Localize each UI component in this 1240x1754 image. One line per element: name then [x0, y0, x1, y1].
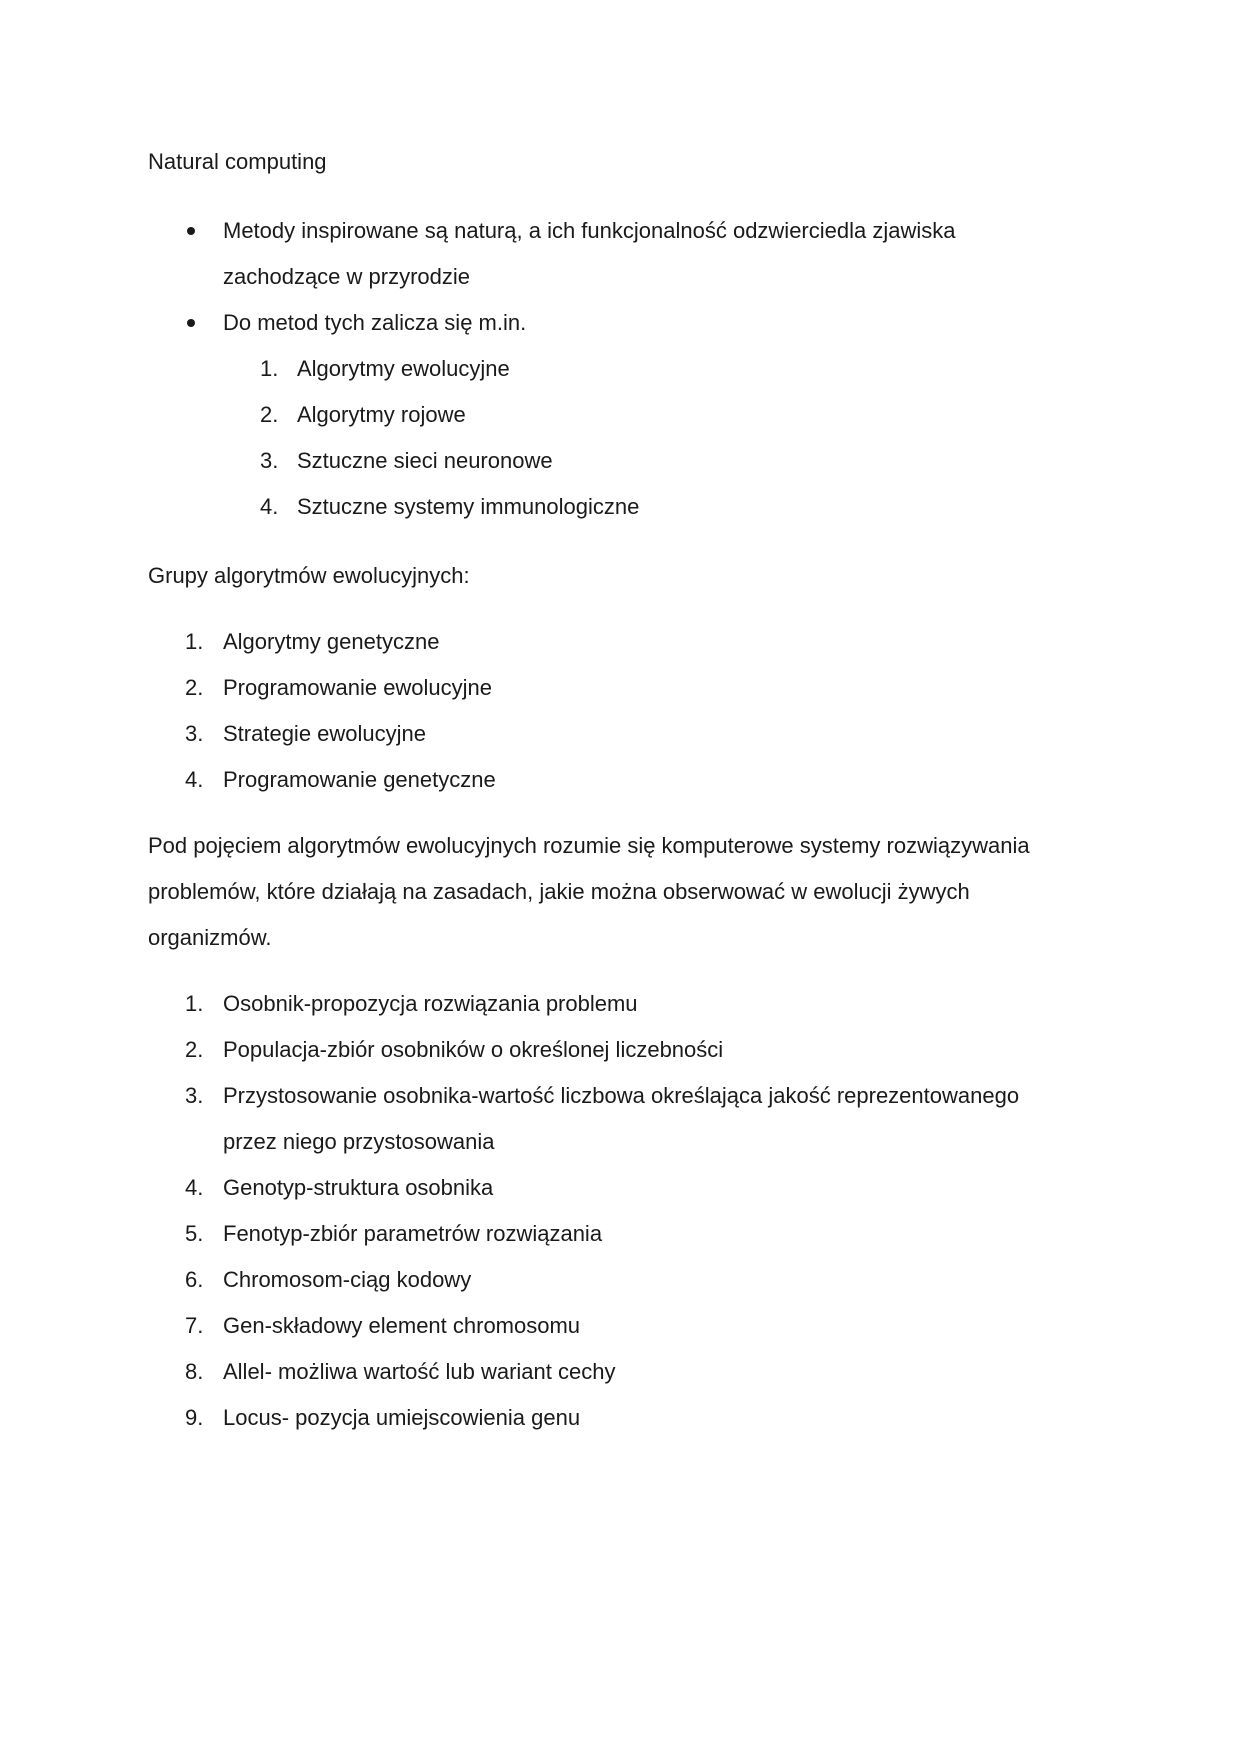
- list-number: 4.: [185, 767, 204, 792]
- list-item: Populacja-zbiór osobników o określonej liczebności: [223, 1037, 724, 1062]
- section-heading: Grupy algorytmów ewolucyjnych:: [148, 563, 470, 588]
- list-number: 2.: [185, 1037, 204, 1062]
- list-item: Locus- pozycja umiejscowienia genu: [223, 1405, 581, 1430]
- list-item: Gen-składowy element chromosomu: [223, 1313, 581, 1338]
- list-number: 5.: [185, 1221, 204, 1246]
- list-number: 3.: [185, 1083, 204, 1108]
- bullet-icon: [187, 227, 195, 235]
- list-item: Strategie ewolucyjne: [223, 721, 427, 746]
- list-item: Programowanie ewolucyjne: [223, 675, 493, 700]
- list-number: 4.: [260, 494, 279, 519]
- list-item: Genotyp-struktura osobnika: [223, 1175, 494, 1200]
- list-item: Sztuczne sieci neuronowe: [297, 448, 553, 473]
- list-item-continuation: przez niego przystosowania: [223, 1129, 495, 1154]
- list-item: Programowanie genetyczne: [223, 767, 496, 792]
- list-number: 1.: [185, 629, 204, 654]
- paragraph-line: problemów, które działają na zasadach, jakie można obserwować w ewolucji żywych: [148, 879, 970, 904]
- list-number: 1.: [185, 991, 204, 1016]
- list-item: Algorytmy genetyczne: [223, 629, 440, 654]
- list-number: 6.: [185, 1267, 204, 1292]
- list-number: 2.: [185, 675, 204, 700]
- list-number: 9.: [185, 1405, 204, 1430]
- bullet-icon: [187, 319, 195, 327]
- bullet-text: Metody inspirowane są naturą, a ich funkcjonalność odzwierciedla zjawiska: [223, 218, 956, 243]
- bullet-text-continuation: zachodzące w przyrodzie: [223, 264, 471, 289]
- list-item: Osobnik-propozycja rozwiązania problemu: [223, 991, 638, 1016]
- list-item: Algorytmy ewolucyjne: [297, 356, 510, 381]
- list-number: 1.: [260, 356, 279, 381]
- list-number: 4.: [185, 1175, 204, 1200]
- list-number: 3.: [185, 721, 204, 746]
- paragraph-line: Pod pojęciem algorytmów ewolucyjnych rozumie się komputerowe systemy rozwiązywania: [148, 833, 1030, 858]
- list-item: Sztuczne systemy immunologiczne: [297, 494, 640, 519]
- list-number: 8.: [185, 1359, 204, 1384]
- list-item: Allel- możliwa wartość lub wariant cechy: [223, 1359, 616, 1384]
- paragraph-line: organizmów.: [148, 925, 272, 950]
- list-item: Chromosom-ciąg kodowy: [223, 1267, 472, 1292]
- list-item: Algorytmy rojowe: [297, 402, 466, 427]
- page-heading: Natural computing: [148, 149, 327, 174]
- list-number: 3.: [260, 448, 279, 473]
- list-item: Przystosowanie osobnika-wartość liczbowa określająca jakość reprezentowanego: [223, 1083, 1020, 1108]
- list-number: 2.: [260, 402, 279, 427]
- list-item: Fenotyp-zbiór parametrów rozwiązania: [223, 1221, 603, 1246]
- list-number: 7.: [185, 1313, 204, 1338]
- bullet-text: Do metod tych zalicza się m.in.: [223, 310, 527, 335]
